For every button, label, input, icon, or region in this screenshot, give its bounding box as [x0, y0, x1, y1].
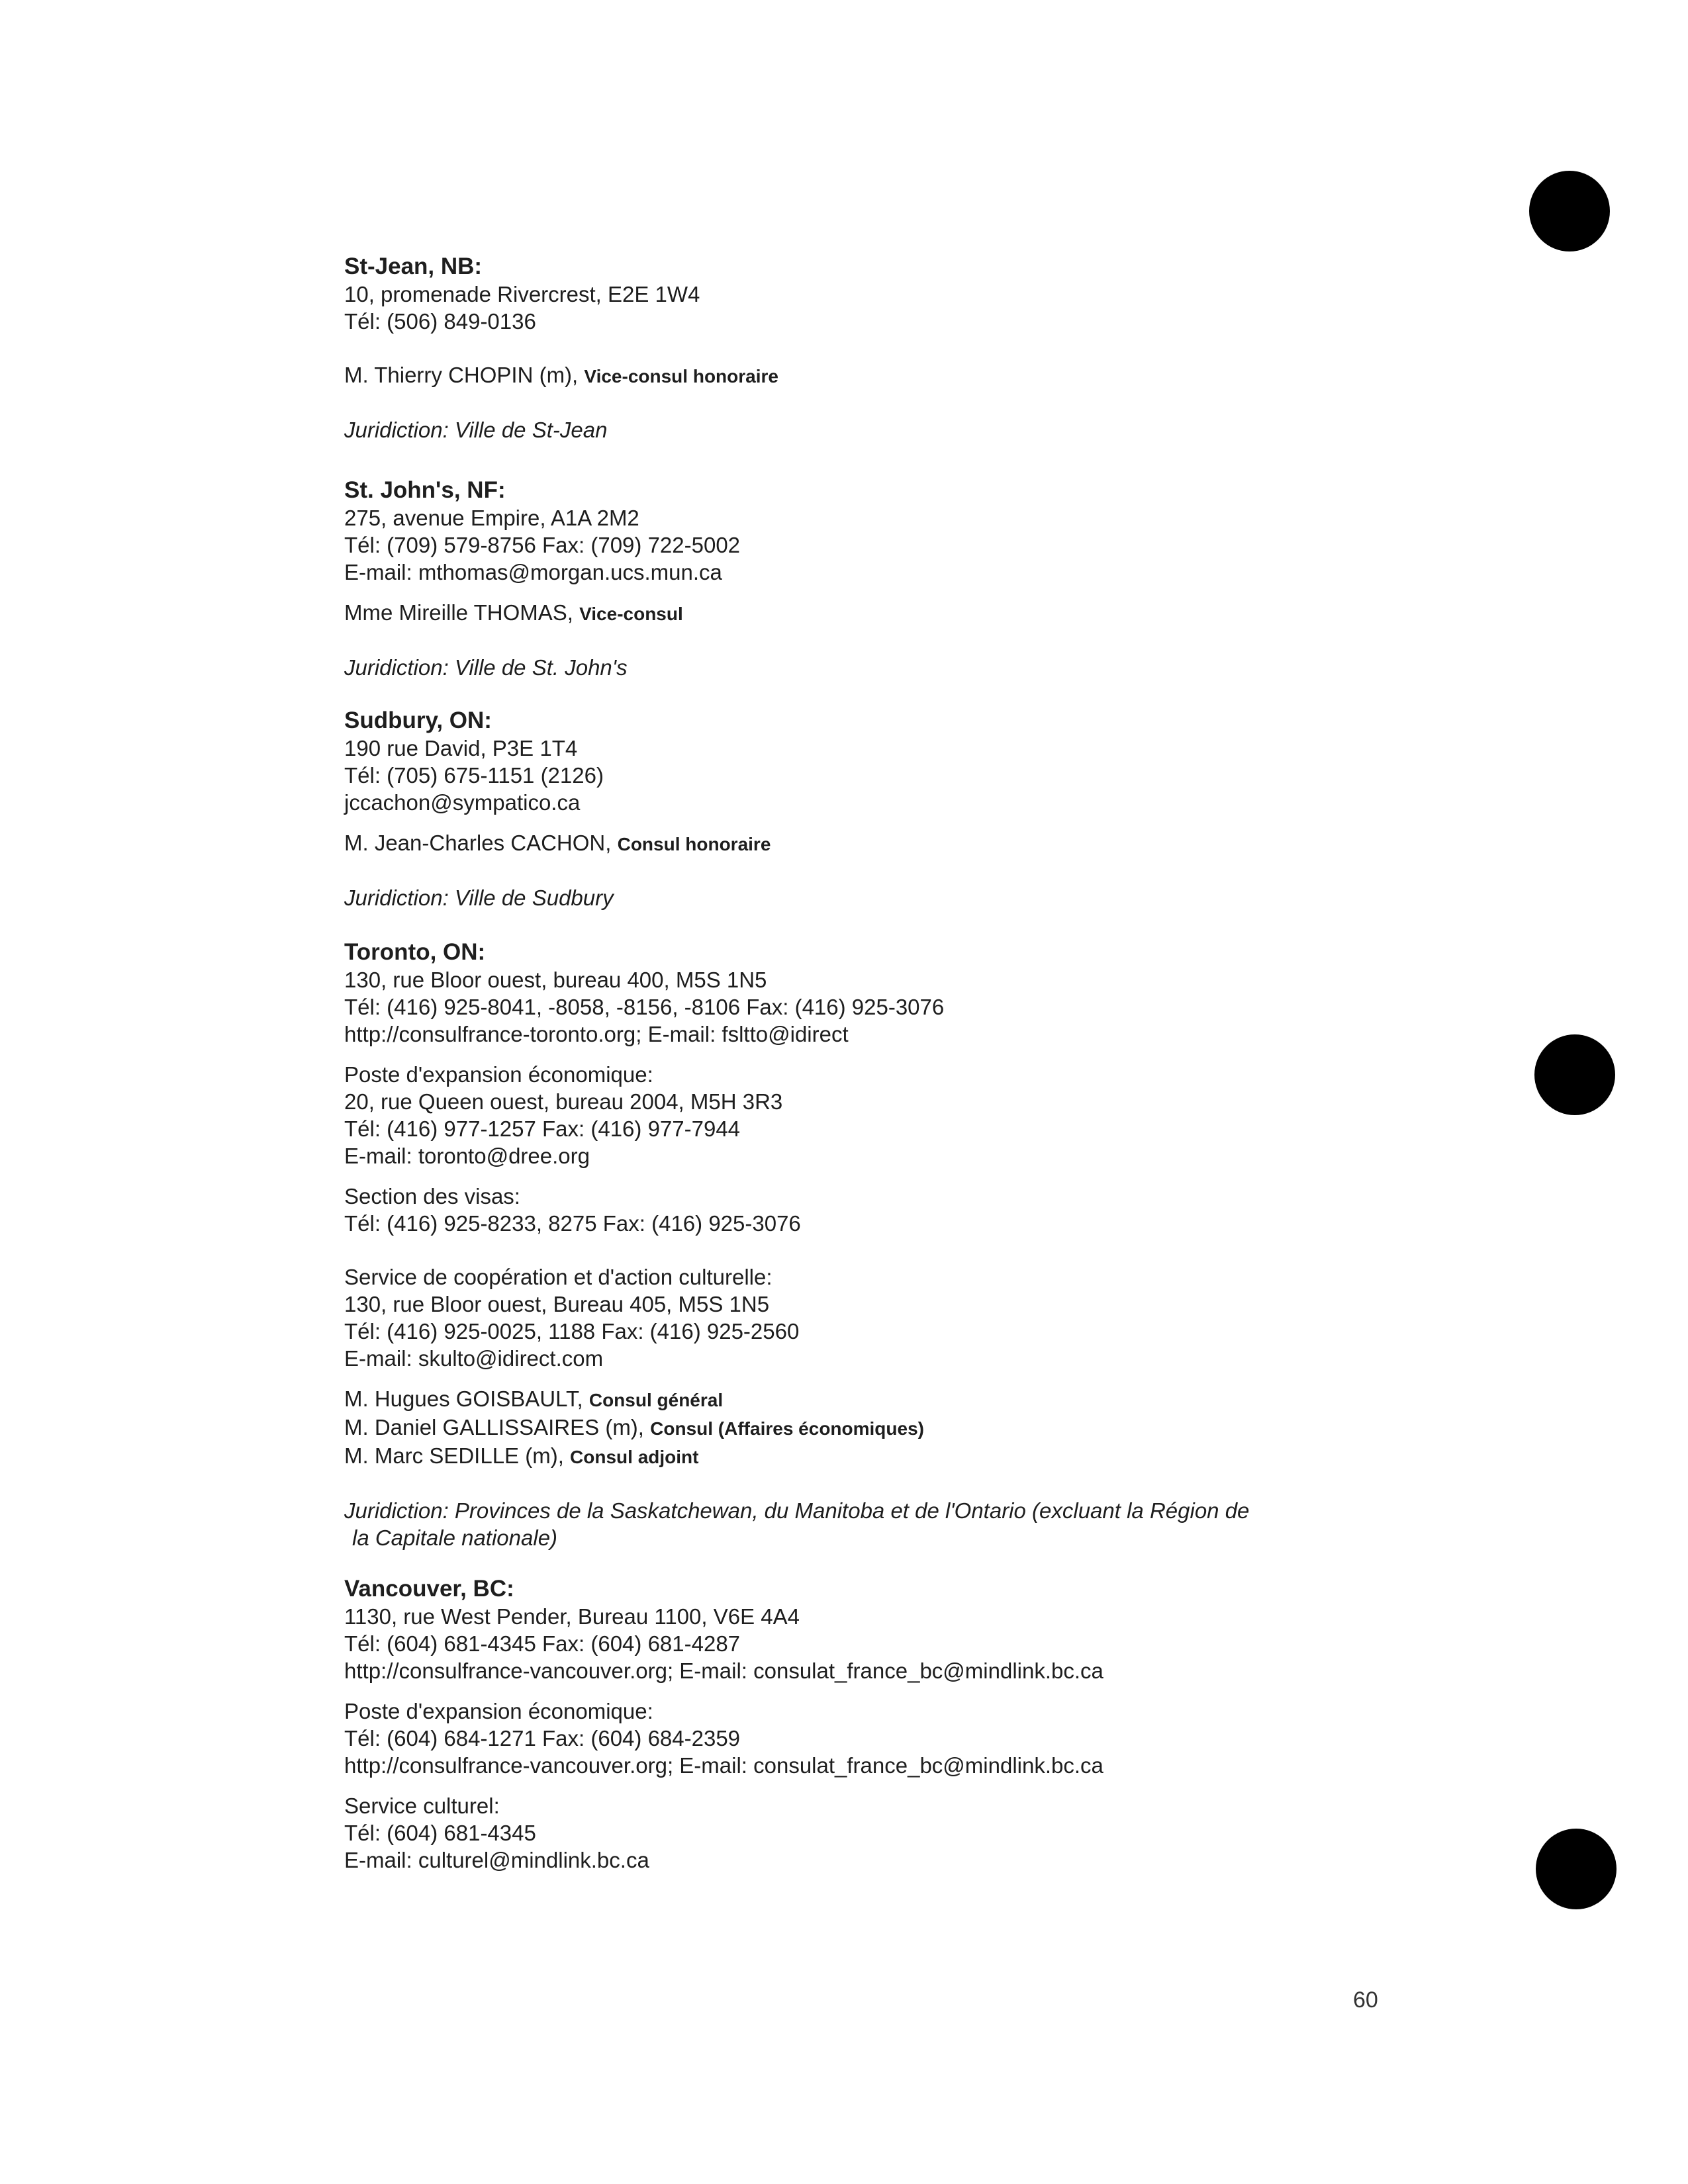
jurisdiction: Juridiction: Provinces de la Saskatchewan, du Manitoba et de l'Ontario (excluant la Région de	[344, 1498, 1250, 1523]
city-heading: Sudbury, ON:	[344, 707, 492, 733]
phone: Tél: (604) 684-1271 Fax: (604) 684-2359	[344, 1726, 741, 1751]
official-title: Consul adjoint	[570, 1447, 699, 1467]
punch-hole	[1536, 1829, 1617, 1909]
email: E-mail: culturel@mindlink.bc.ca	[344, 1848, 649, 1872]
official	[344, 1385, 1377, 1414]
jurisdiction-continued: la Capitale nationale)	[352, 1525, 558, 1550]
city-heading: Vancouver, BC:	[344, 1576, 514, 1602]
page-number: 60	[1353, 1987, 1378, 2013]
address: 130, rue Bloor ouest, Bureau 405, M5S 1N5	[344, 1292, 770, 1316]
phone: Tél: (416) 925-8041, -8058, -8156, -8106 Fax: (416) 925-3076	[344, 995, 945, 1019]
official-title: Consul honoraire	[617, 834, 771, 854]
phone: Tél: (705) 675-1151 (2126)	[344, 763, 604, 788]
official-title: Consul (Affaires économiques)	[650, 1418, 924, 1439]
entry-vancouver	[344, 1575, 1377, 1874]
website-email: http://consulfrance-vancouver.org; E-mail: consulat_france_bc@mindlink.bc.ca	[344, 1753, 1103, 1778]
official-name: M. Hugues GOISBAULT,	[344, 1387, 583, 1411]
punch-hole	[1534, 1034, 1615, 1115]
official	[344, 599, 1377, 627]
address: 1130, rue West Pender, Bureau 1100, V6E 4A4	[344, 1604, 800, 1629]
section-label: Poste d'expansion économique:	[344, 1699, 653, 1723]
phone: Tél: (416) 977-1257 Fax: (416) 977-7944	[344, 1116, 741, 1141]
official-title: Vice-consul	[579, 604, 683, 624]
jurisdiction: Juridiction: Ville de St-Jean	[344, 418, 608, 442]
phone: Tél: (416) 925-8233, 8275 Fax: (416) 925-3076	[344, 1211, 801, 1236]
official-name: Mme Mireille THOMAS,	[344, 600, 573, 625]
address: 20, rue Queen ouest, bureau 2004, M5H 3R3	[344, 1089, 783, 1114]
phone: Tél: (709) 579-8756 Fax: (709) 722-5002	[344, 533, 741, 557]
address: 190 rue David, P3E 1T4	[344, 736, 578, 760]
official	[344, 829, 1377, 858]
section-label: Service de coopération et d'action culturelle:	[344, 1265, 773, 1289]
official-title: Vice-consul honoraire	[584, 366, 778, 387]
address: 275, avenue Empire, A1A 2M2	[344, 506, 639, 530]
email: E-mail: toronto@dree.org	[344, 1144, 590, 1168]
email: jccachon@sympatico.ca	[344, 790, 581, 815]
city-heading: St. John's, NF:	[344, 477, 506, 503]
phone: Tél: (604) 681-4345 Fax: (604) 681-4287	[344, 1631, 741, 1656]
punch-hole	[1529, 171, 1610, 251]
phone: Tél: (416) 925-0025, 1188 Fax: (416) 925-2560	[344, 1319, 800, 1343]
jurisdiction: Juridiction: Ville de Sudbury	[344, 886, 614, 910]
official-name: M. Daniel GALLISSAIRES (m),	[344, 1415, 644, 1439]
address: 10, promenade Rivercrest, E2E 1W4	[344, 282, 700, 306]
official-name: M. Thierry CHOPIN (m),	[344, 363, 579, 387]
official	[344, 361, 1377, 390]
official	[344, 1442, 1377, 1471]
city-heading: St-Jean, NB:	[344, 253, 483, 279]
official-name: M. Marc SEDILLE (m),	[344, 1443, 564, 1468]
address: 130, rue Bloor ouest, bureau 400, M5S 1N5	[344, 968, 767, 992]
phone: Tél: (506) 849-0136	[344, 309, 536, 334]
section-label: Poste d'expansion économique:	[344, 1062, 653, 1087]
website-email: http://consulfrance-toronto.org; E-mail: fsltto@idirect	[344, 1022, 849, 1046]
official	[344, 1414, 1377, 1442]
jurisdiction: Juridiction: Ville de St. John's	[344, 655, 628, 680]
website-email: http://consulfrance-vancouver.org; E-mail: consulat_france_bc@mindlink.bc.ca	[344, 1659, 1103, 1683]
entry-st-johns	[344, 477, 1377, 681]
section-label: Section des visas:	[344, 1184, 520, 1208]
email: E-mail: skulto@idirect.com	[344, 1346, 604, 1371]
entry-toronto	[344, 938, 1377, 1551]
phone: Tél: (604) 681-4345	[344, 1821, 536, 1845]
official-name: M. Jean-Charles CACHON,	[344, 831, 612, 855]
city-heading: Toronto, ON:	[344, 939, 486, 965]
section-label: Service culturel:	[344, 1794, 500, 1818]
entry-sudbury	[344, 707, 1377, 911]
entry-st-jean	[344, 253, 1377, 443]
email: E-mail: mthomas@morgan.ucs.mun.ca	[344, 560, 722, 584]
official-title: Consul général	[588, 1390, 724, 1410]
